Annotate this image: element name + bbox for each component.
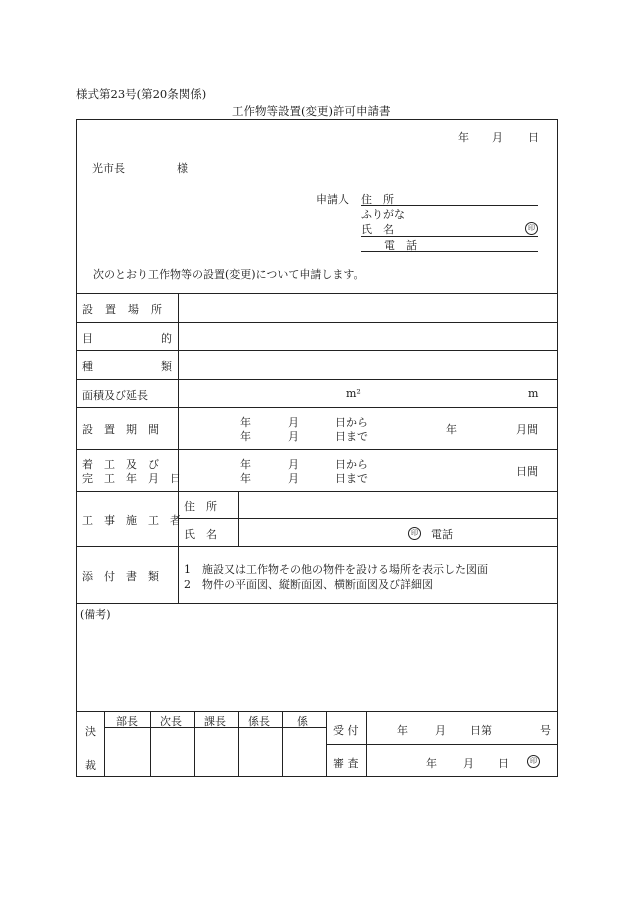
review-day: 日 (498, 757, 509, 770)
period-total-year: 年 (446, 423, 457, 436)
application-statement: 次のとおり工作物等の設置(変更)について申請します。 (93, 268, 365, 281)
review-year: 年 (426, 757, 437, 770)
label-location: 設 置 場 所 (82, 303, 163, 316)
date-month: 月 (492, 131, 503, 144)
period-total-months: 月間 (516, 423, 538, 436)
date-day: 日 (528, 131, 539, 144)
area-unit: m² (346, 387, 361, 400)
contractor-name-label: 氏 名 (184, 528, 217, 541)
label-construction-line1: 着 工 及 び (82, 458, 159, 471)
period-to-month: 月 (288, 430, 299, 443)
label-period: 設 置 期 間 (82, 423, 159, 436)
role-bucho: 部長 (116, 715, 138, 728)
contractor-address-label: 住 所 (184, 500, 217, 513)
contractor-seal-icon: 印 (408, 527, 421, 540)
location-field[interactable] (179, 294, 557, 322)
attachment-item-2: 2 物件の平面図、縦断面図、横断面図及び詳細図 (184, 578, 433, 591)
construction-from-suffix: 日から (335, 458, 368, 471)
label-remarks: (備考) (80, 608, 111, 621)
label-type-right: 類 (161, 360, 172, 373)
label-area-length: 面積及び延長 (82, 389, 148, 402)
label-purpose-left: 目 (82, 332, 93, 345)
role-kakaricho: 係長 (248, 715, 270, 728)
period-to-suffix: 日まで (335, 430, 368, 443)
role-jicho: 次長 (160, 715, 182, 728)
attachment-item-1: 1 施設又は工作物その他の物件を設ける場所を表示した図面 (184, 563, 488, 576)
contractor-address-field[interactable] (239, 492, 557, 518)
label-attachments: 添 付 書 類 (82, 570, 159, 583)
applicant-name-label: 氏 名 (361, 223, 394, 236)
receipt-month: 月 (435, 724, 446, 737)
applicant-phone-line (361, 251, 538, 252)
label-contractor: 工 事 施 工 者 (82, 514, 181, 527)
review-seal-icon: 印 (527, 755, 540, 768)
date-year: 年 (458, 131, 469, 144)
purpose-field[interactable] (179, 323, 557, 350)
remarks-field[interactable] (77, 620, 557, 710)
applicant-phone-label: 電 話 (384, 239, 417, 252)
form-number: 様式第23号(第20条関係) (76, 87, 207, 101)
receipt-number: 号 (540, 724, 551, 737)
label-type-left: 種 (82, 360, 93, 373)
period-to-year: 年 (240, 430, 251, 443)
decision-top: 決 (85, 725, 96, 738)
type-field[interactable] (179, 351, 557, 379)
applicant-label: 申請人 (316, 193, 349, 206)
construction-to-suffix: 日まで (335, 472, 368, 485)
period-from-year: 年 (240, 416, 251, 429)
label-purpose-right: 的 (161, 332, 172, 345)
construction-to-month: 月 (288, 472, 299, 485)
period-from-month: 月 (288, 416, 299, 429)
applicant-furigana-label: ふりがな (361, 208, 405, 221)
construction-days: 日間 (516, 465, 538, 478)
period-from-suffix: 日から (335, 416, 368, 429)
contractor-phone-label: 電話 (431, 528, 453, 541)
receipt-day-no: 日第 (470, 724, 492, 737)
applicant-address-label: 住 所 (361, 193, 394, 206)
review-month: 月 (463, 757, 474, 770)
decision-bottom: 裁 (85, 759, 96, 772)
applicant-seal-icon: 印 (525, 222, 538, 235)
construction-from-month: 月 (288, 458, 299, 471)
addressee-mayor: 光市長 (92, 162, 125, 175)
role-kakari: 係 (297, 715, 308, 728)
length-unit: m (528, 387, 539, 400)
receipt-year: 年 (397, 724, 408, 737)
role-kacho: 課長 (204, 715, 226, 728)
form-title: 工作物等設置(変更)許可申請書 (232, 104, 391, 118)
receipt-label: 受 付 (333, 724, 359, 737)
construction-from-year: 年 (240, 458, 251, 471)
addressee-honorific: 様 (177, 162, 188, 175)
review-label: 審 査 (333, 757, 359, 770)
label-construction-line2: 完 工 年 月 日 (82, 472, 181, 485)
construction-to-year: 年 (240, 472, 251, 485)
